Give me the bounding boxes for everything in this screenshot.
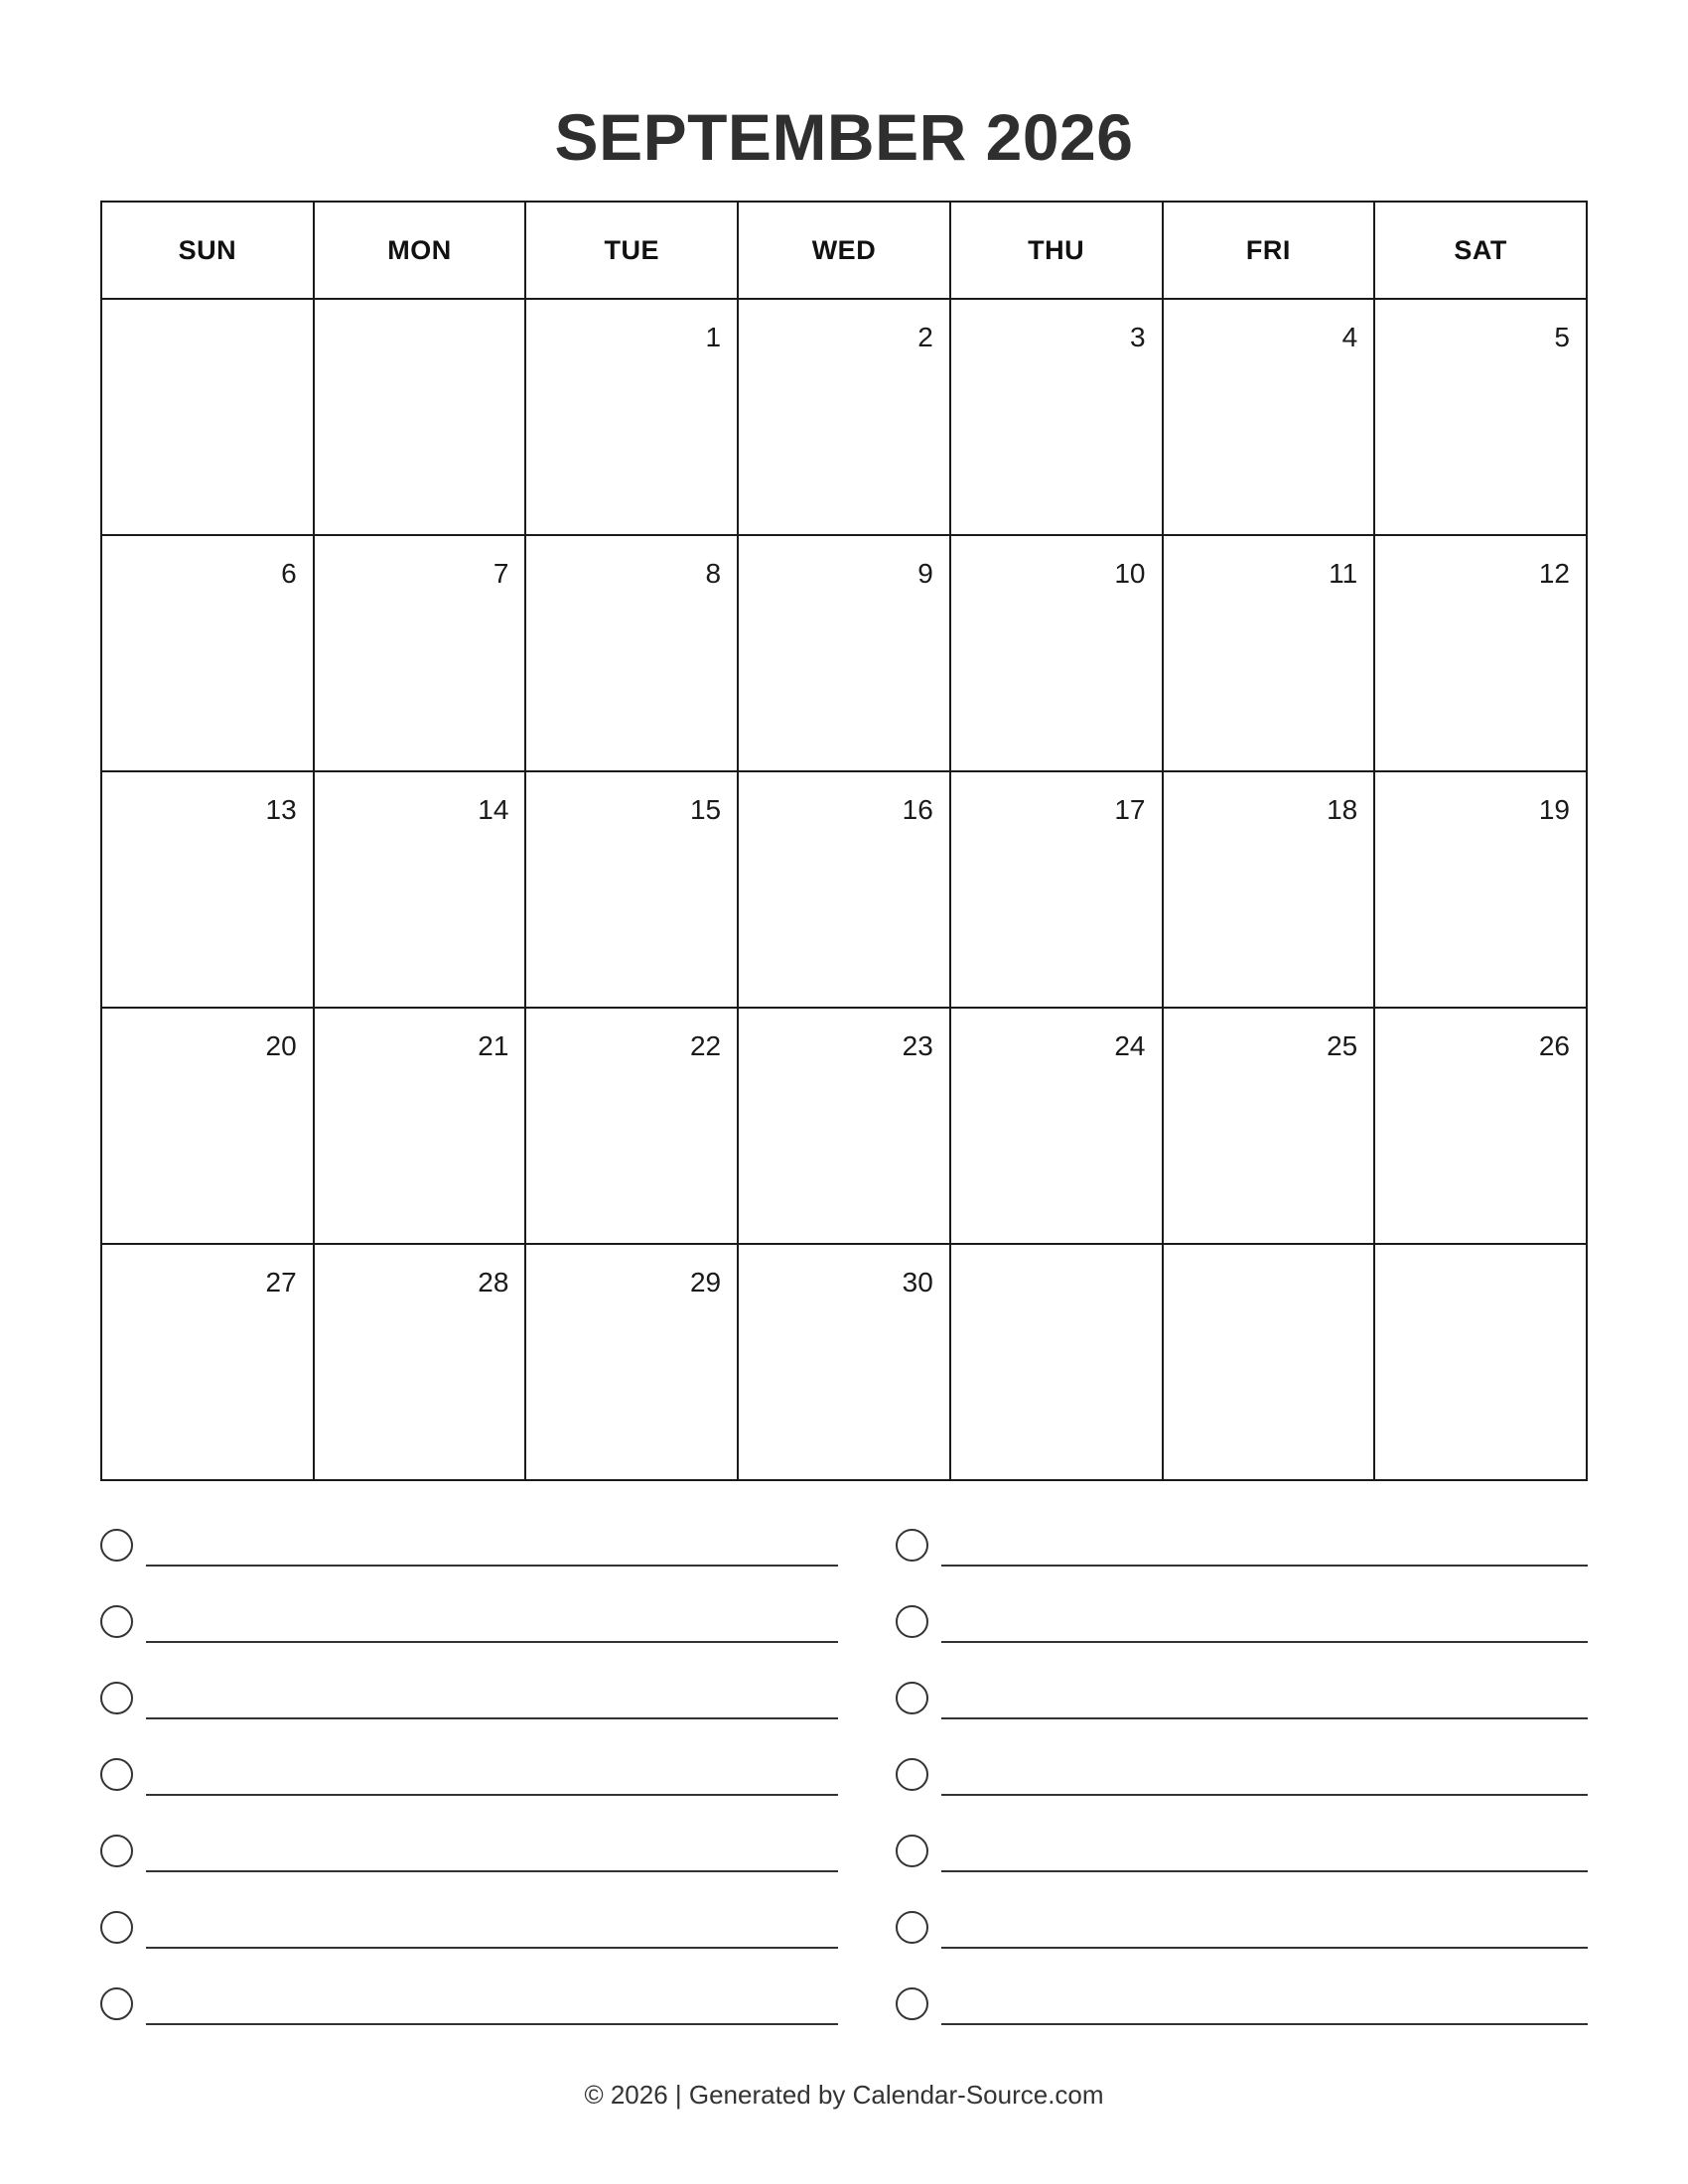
day-number: 6 xyxy=(281,558,297,589)
day-number: 11 xyxy=(1329,558,1358,589)
day-cell[interactable] xyxy=(1163,299,1375,535)
day-cell[interactable] xyxy=(101,299,314,535)
day-cell[interactable] xyxy=(950,1244,1163,1480)
day-cell[interactable] xyxy=(314,1244,526,1480)
note-line[interactable] xyxy=(941,1947,1588,1949)
day-number: 26 xyxy=(1538,1030,1570,1061)
day-cell[interactable] xyxy=(1163,1244,1375,1480)
week-row xyxy=(101,299,1587,535)
day-number xyxy=(1375,1245,1586,1267)
note-line[interactable] xyxy=(941,2023,1588,2025)
checkbox-circle-icon[interactable] xyxy=(100,1529,133,1562)
day-cell[interactable] xyxy=(950,1008,1163,1244)
note-item xyxy=(896,1984,1588,2061)
weekday-mon: MON xyxy=(314,202,526,299)
day-cell[interactable] xyxy=(314,299,526,535)
day-cell[interactable] xyxy=(1163,771,1375,1008)
day-cell[interactable] xyxy=(1374,771,1587,1008)
day-number: 21 xyxy=(478,1030,509,1061)
day-cell[interactable] xyxy=(950,299,1163,535)
checkbox-circle-icon[interactable] xyxy=(100,1605,133,1638)
note-line[interactable] xyxy=(146,1565,838,1567)
day-cell[interactable] xyxy=(950,771,1163,1008)
note-item xyxy=(100,1984,838,2061)
checkbox-circle-icon[interactable] xyxy=(896,1605,928,1638)
day-cell[interactable] xyxy=(101,771,314,1008)
day-number xyxy=(1164,1245,1374,1267)
day-cell[interactable] xyxy=(525,771,738,1008)
checkbox-circle-icon[interactable] xyxy=(896,1911,928,1944)
day-number xyxy=(315,300,525,322)
day-number: 14 xyxy=(478,794,509,825)
weekday-tue: TUE xyxy=(525,202,738,299)
day-number: 17 xyxy=(1114,794,1146,825)
checkbox-circle-icon[interactable] xyxy=(896,1758,928,1791)
day-cell[interactable] xyxy=(101,1008,314,1244)
note-line[interactable] xyxy=(146,1794,838,1796)
day-cell[interactable] xyxy=(738,771,950,1008)
note-item xyxy=(100,1908,838,1984)
note-line[interactable] xyxy=(146,1717,838,1719)
note-item xyxy=(896,1832,1588,1908)
day-cell[interactable] xyxy=(525,535,738,771)
day-cell[interactable] xyxy=(1374,1008,1587,1244)
calendar-grid xyxy=(100,201,1588,1481)
weekday-fri: FRI xyxy=(1163,202,1375,299)
day-number: 4 xyxy=(1341,322,1358,352)
note-item xyxy=(100,1755,838,1832)
week-row xyxy=(101,1244,1587,1480)
note-line[interactable] xyxy=(146,2023,838,2025)
checkbox-circle-icon[interactable] xyxy=(100,1911,133,1944)
day-number: 5 xyxy=(1554,322,1570,352)
note-line[interactable] xyxy=(941,1794,1588,1796)
day-number: 16 xyxy=(902,794,933,825)
day-cell[interactable] xyxy=(950,535,1163,771)
footer-credit: © 2026 | Generated by Calendar-Source.com xyxy=(584,2080,1104,2110)
weekday-sat: SAT xyxy=(1374,202,1587,299)
day-cell[interactable] xyxy=(1163,1008,1375,1244)
day-number: 27 xyxy=(265,1267,297,1297)
day-number: 29 xyxy=(689,1267,722,1297)
day-cell[interactable] xyxy=(101,535,314,771)
day-number: 15 xyxy=(689,794,722,825)
day-cell[interactable] xyxy=(738,299,950,535)
day-number: 18 xyxy=(1327,794,1358,825)
day-number: 22 xyxy=(689,1030,722,1061)
checkbox-circle-icon[interactable] xyxy=(896,1529,928,1562)
day-number: 30 xyxy=(902,1267,933,1297)
checkbox-circle-icon[interactable] xyxy=(100,1682,133,1714)
day-cell[interactable] xyxy=(525,299,738,535)
day-number xyxy=(102,300,313,322)
page-title: SEPTEMBER 2026 xyxy=(554,100,1134,174)
day-cell[interactable] xyxy=(525,1008,738,1244)
day-number: 24 xyxy=(1114,1030,1146,1061)
checkbox-circle-icon[interactable] xyxy=(100,1835,133,1867)
day-number: 2 xyxy=(917,322,933,352)
day-cell[interactable] xyxy=(525,1244,738,1480)
day-cell[interactable] xyxy=(101,1244,314,1480)
note-item xyxy=(896,1526,1588,1602)
day-number: 20 xyxy=(265,1030,297,1061)
day-number: 10 xyxy=(1114,558,1146,589)
day-cell[interactable] xyxy=(314,1008,526,1244)
note-line[interactable] xyxy=(941,1870,1588,1872)
weekday-header-row xyxy=(101,202,1587,299)
note-item xyxy=(100,1679,838,1755)
week-row xyxy=(101,771,1587,1008)
weekday-sun: SUN xyxy=(101,202,314,299)
day-number: 23 xyxy=(902,1030,933,1061)
checkbox-circle-icon[interactable] xyxy=(896,1835,928,1867)
day-cell[interactable] xyxy=(1374,535,1587,771)
note-line[interactable] xyxy=(941,1717,1588,1719)
checkbox-circle-icon[interactable] xyxy=(896,1682,928,1714)
note-item xyxy=(896,1755,1588,1832)
day-number: 7 xyxy=(492,558,509,589)
day-cell[interactable] xyxy=(1163,535,1375,771)
day-number: 12 xyxy=(1538,558,1570,589)
notes-column-left xyxy=(100,1526,838,2061)
notes-column-right xyxy=(896,1526,1588,2061)
day-number: 28 xyxy=(478,1267,509,1297)
day-number: 25 xyxy=(1327,1030,1358,1061)
note-line[interactable] xyxy=(146,1641,838,1643)
note-item xyxy=(896,1908,1588,1984)
checkbox-circle-icon[interactable] xyxy=(100,1758,133,1791)
day-number: 1 xyxy=(705,322,722,352)
weekday-wed: WED xyxy=(738,202,950,299)
note-item xyxy=(100,1526,838,1602)
note-item xyxy=(100,1832,838,1908)
note-item xyxy=(896,1602,1588,1679)
day-number: 13 xyxy=(265,794,297,825)
day-cell[interactable] xyxy=(314,771,526,1008)
note-line[interactable] xyxy=(146,1870,838,1872)
day-cell[interactable] xyxy=(738,1244,950,1480)
weekday-thu: THU xyxy=(950,202,1163,299)
day-number: 9 xyxy=(917,558,933,589)
day-cell[interactable] xyxy=(738,535,950,771)
week-row xyxy=(101,535,1587,771)
day-cell[interactable] xyxy=(1374,299,1587,535)
week-row xyxy=(101,1008,1587,1244)
note-line[interactable] xyxy=(941,1565,1588,1567)
day-cell[interactable] xyxy=(314,535,526,771)
note-item xyxy=(100,1602,838,1679)
day-cell[interactable] xyxy=(1374,1244,1587,1480)
day-number: 8 xyxy=(705,558,722,589)
note-line[interactable] xyxy=(941,1641,1588,1643)
day-number: 19 xyxy=(1538,794,1570,825)
checkbox-circle-icon[interactable] xyxy=(896,1987,928,2020)
day-cell[interactable] xyxy=(738,1008,950,1244)
day-number xyxy=(951,1245,1162,1267)
note-line[interactable] xyxy=(146,1947,838,1949)
note-item xyxy=(896,1679,1588,1755)
checkbox-circle-icon[interactable] xyxy=(100,1987,133,2020)
day-number: 3 xyxy=(1129,322,1146,352)
